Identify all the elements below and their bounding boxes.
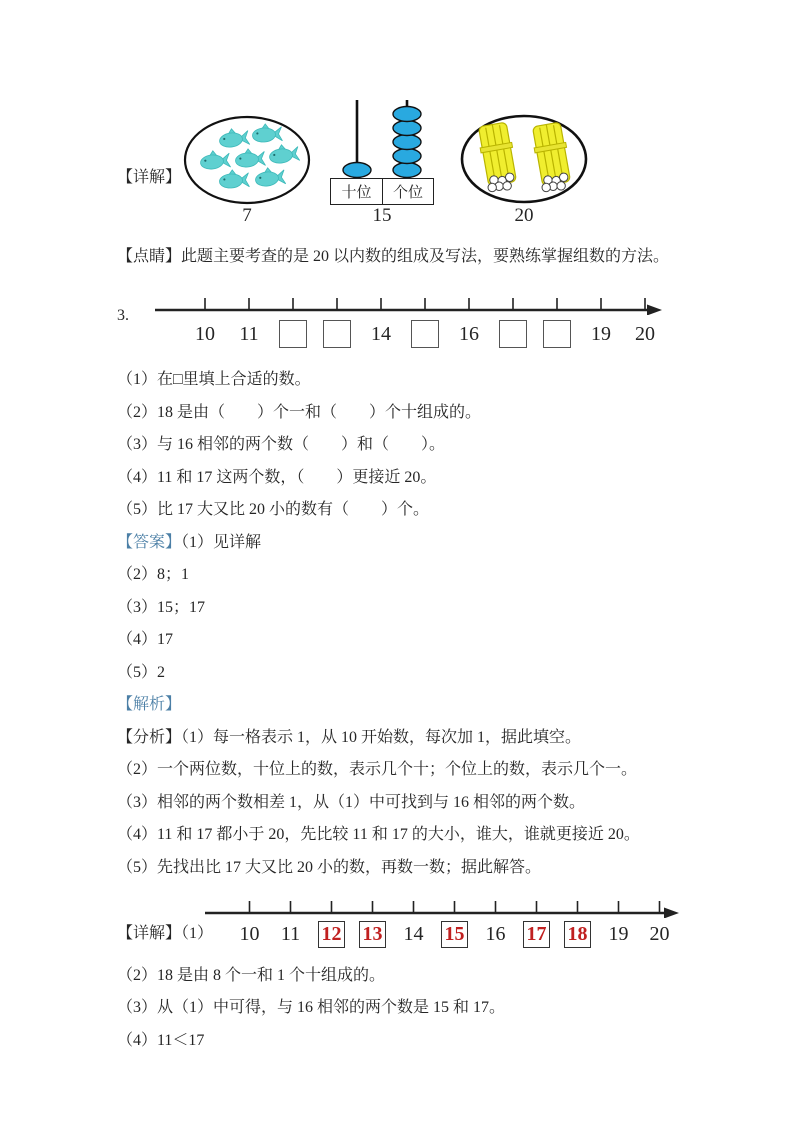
number-line-blank	[155, 291, 667, 353]
detail-answer-section	[117, 894, 723, 952]
number-line-answered	[205, 894, 680, 952]
jiexi-label: 【解析】	[117, 696, 182, 713]
number-line-axis	[155, 291, 662, 315]
question-3	[117, 291, 723, 353]
answer-4: （4）17	[117, 631, 174, 648]
part-4: （4）11 和 17 这两个数，（ ）更接近 20。	[117, 468, 437, 486]
answered-box: 18	[557, 918, 598, 952]
blank-box	[271, 315, 315, 353]
sticks-count-caption: 20	[514, 205, 534, 226]
part-3: （3）与 16 相邻的两个数（ ）和（ ）。	[117, 436, 446, 453]
detail-4: （4）11＜17	[117, 1031, 205, 1049]
number-label: 20	[635, 322, 655, 345]
part-1: （1）在□里填上合适的数。	[117, 371, 311, 388]
number-label: 16	[485, 923, 506, 945]
detail-2: （2）18 是由 8 个一和 1 个十组成的。	[117, 966, 386, 984]
question-parts	[117, 370, 723, 520]
detail-figures-section	[117, 100, 723, 225]
answer-label: 【答案】	[117, 533, 182, 551]
number-label: 20	[649, 923, 670, 945]
number-label: 11	[239, 322, 259, 345]
number-line-axis	[205, 894, 679, 918]
number-line-values	[229, 918, 680, 952]
number-label: 19	[608, 923, 629, 945]
answer-2: （2）8；1	[117, 566, 190, 583]
answer-1: （1）见详解	[181, 533, 262, 551]
analysis-2: （2）一个两位数，十位上的数，表示几个十；个位上的数，表示几个一。	[117, 761, 638, 778]
analysis-section	[117, 728, 723, 878]
sticks-oval-image	[458, 113, 590, 205]
fish-oval-image	[181, 113, 313, 205]
answer-section	[117, 533, 723, 716]
analysis-line-1	[117, 728, 723, 748]
blank-box	[491, 315, 535, 353]
analysis-5: （5）先找出比 17 大又比 20 小的数，再数一数；据此解答。	[117, 858, 542, 876]
abacus-figure	[330, 100, 434, 225]
dianjing-note: 【点睛】此题主要考查的是 20 以内数的组成及写法，要熟练掌握组数的方法。	[117, 248, 670, 265]
blank-box	[535, 315, 579, 353]
ones-place-cell: 个位	[382, 179, 433, 204]
number-line-values	[183, 315, 667, 353]
part-2: （2）18 是由（ ）个一和（ ）个十组成的。	[117, 403, 482, 421]
analysis-3: （3）相邻的两个数相差 1，从（1）中可找到与 16 相邻的两个数。	[117, 793, 586, 811]
answered-box: 12	[311, 918, 352, 952]
analysis-label: 【分析】	[117, 728, 182, 746]
question-number: 3.	[117, 307, 129, 324]
detail-3: （3）从（1）中可得，与 16 相邻的两个数是 15 和 17。	[117, 999, 506, 1016]
fish-count-caption: 7	[242, 205, 252, 226]
tens-place-cell: 十位	[341, 185, 372, 201]
number-label: 14	[371, 322, 391, 345]
number-label: 10	[239, 923, 260, 945]
answered-box: 17	[516, 918, 557, 952]
detail-answer-lines	[117, 966, 723, 1051]
answer-5: （5）2	[117, 663, 166, 681]
abacus-rods-image	[330, 100, 434, 178]
part-5: （5）比 17 大又比 20 小的数有（ ）个。	[117, 501, 430, 518]
number-label: 10	[195, 322, 215, 345]
answer-3: （3）15；17	[117, 598, 206, 616]
abacus-count-caption: 15	[372, 205, 392, 226]
detail-label: 【详解】	[117, 169, 182, 186]
analysis-1: （1）每一格表示 1，从 10 开始数，每次加 1，据此填空。	[181, 728, 582, 746]
answered-box: 13	[352, 918, 393, 952]
place-value-table	[330, 178, 434, 205]
sticks-figure	[458, 113, 590, 225]
blank-box	[403, 315, 447, 353]
answer-line-1	[117, 533, 723, 553]
fish-figure	[181, 113, 313, 225]
number-label: 19	[591, 322, 611, 345]
blank-box	[315, 315, 359, 353]
answered-box: 15	[434, 918, 475, 952]
number-label: 14	[403, 923, 424, 945]
number-label: 11	[280, 923, 301, 945]
detail-answer-label: 【详解】（1）	[117, 924, 214, 942]
analysis-4: （4）11 和 17 都小于 20，先比较 11 和 17 的大小，谁大，谁就更接近 20。	[117, 826, 640, 843]
number-label: 16	[459, 322, 479, 345]
